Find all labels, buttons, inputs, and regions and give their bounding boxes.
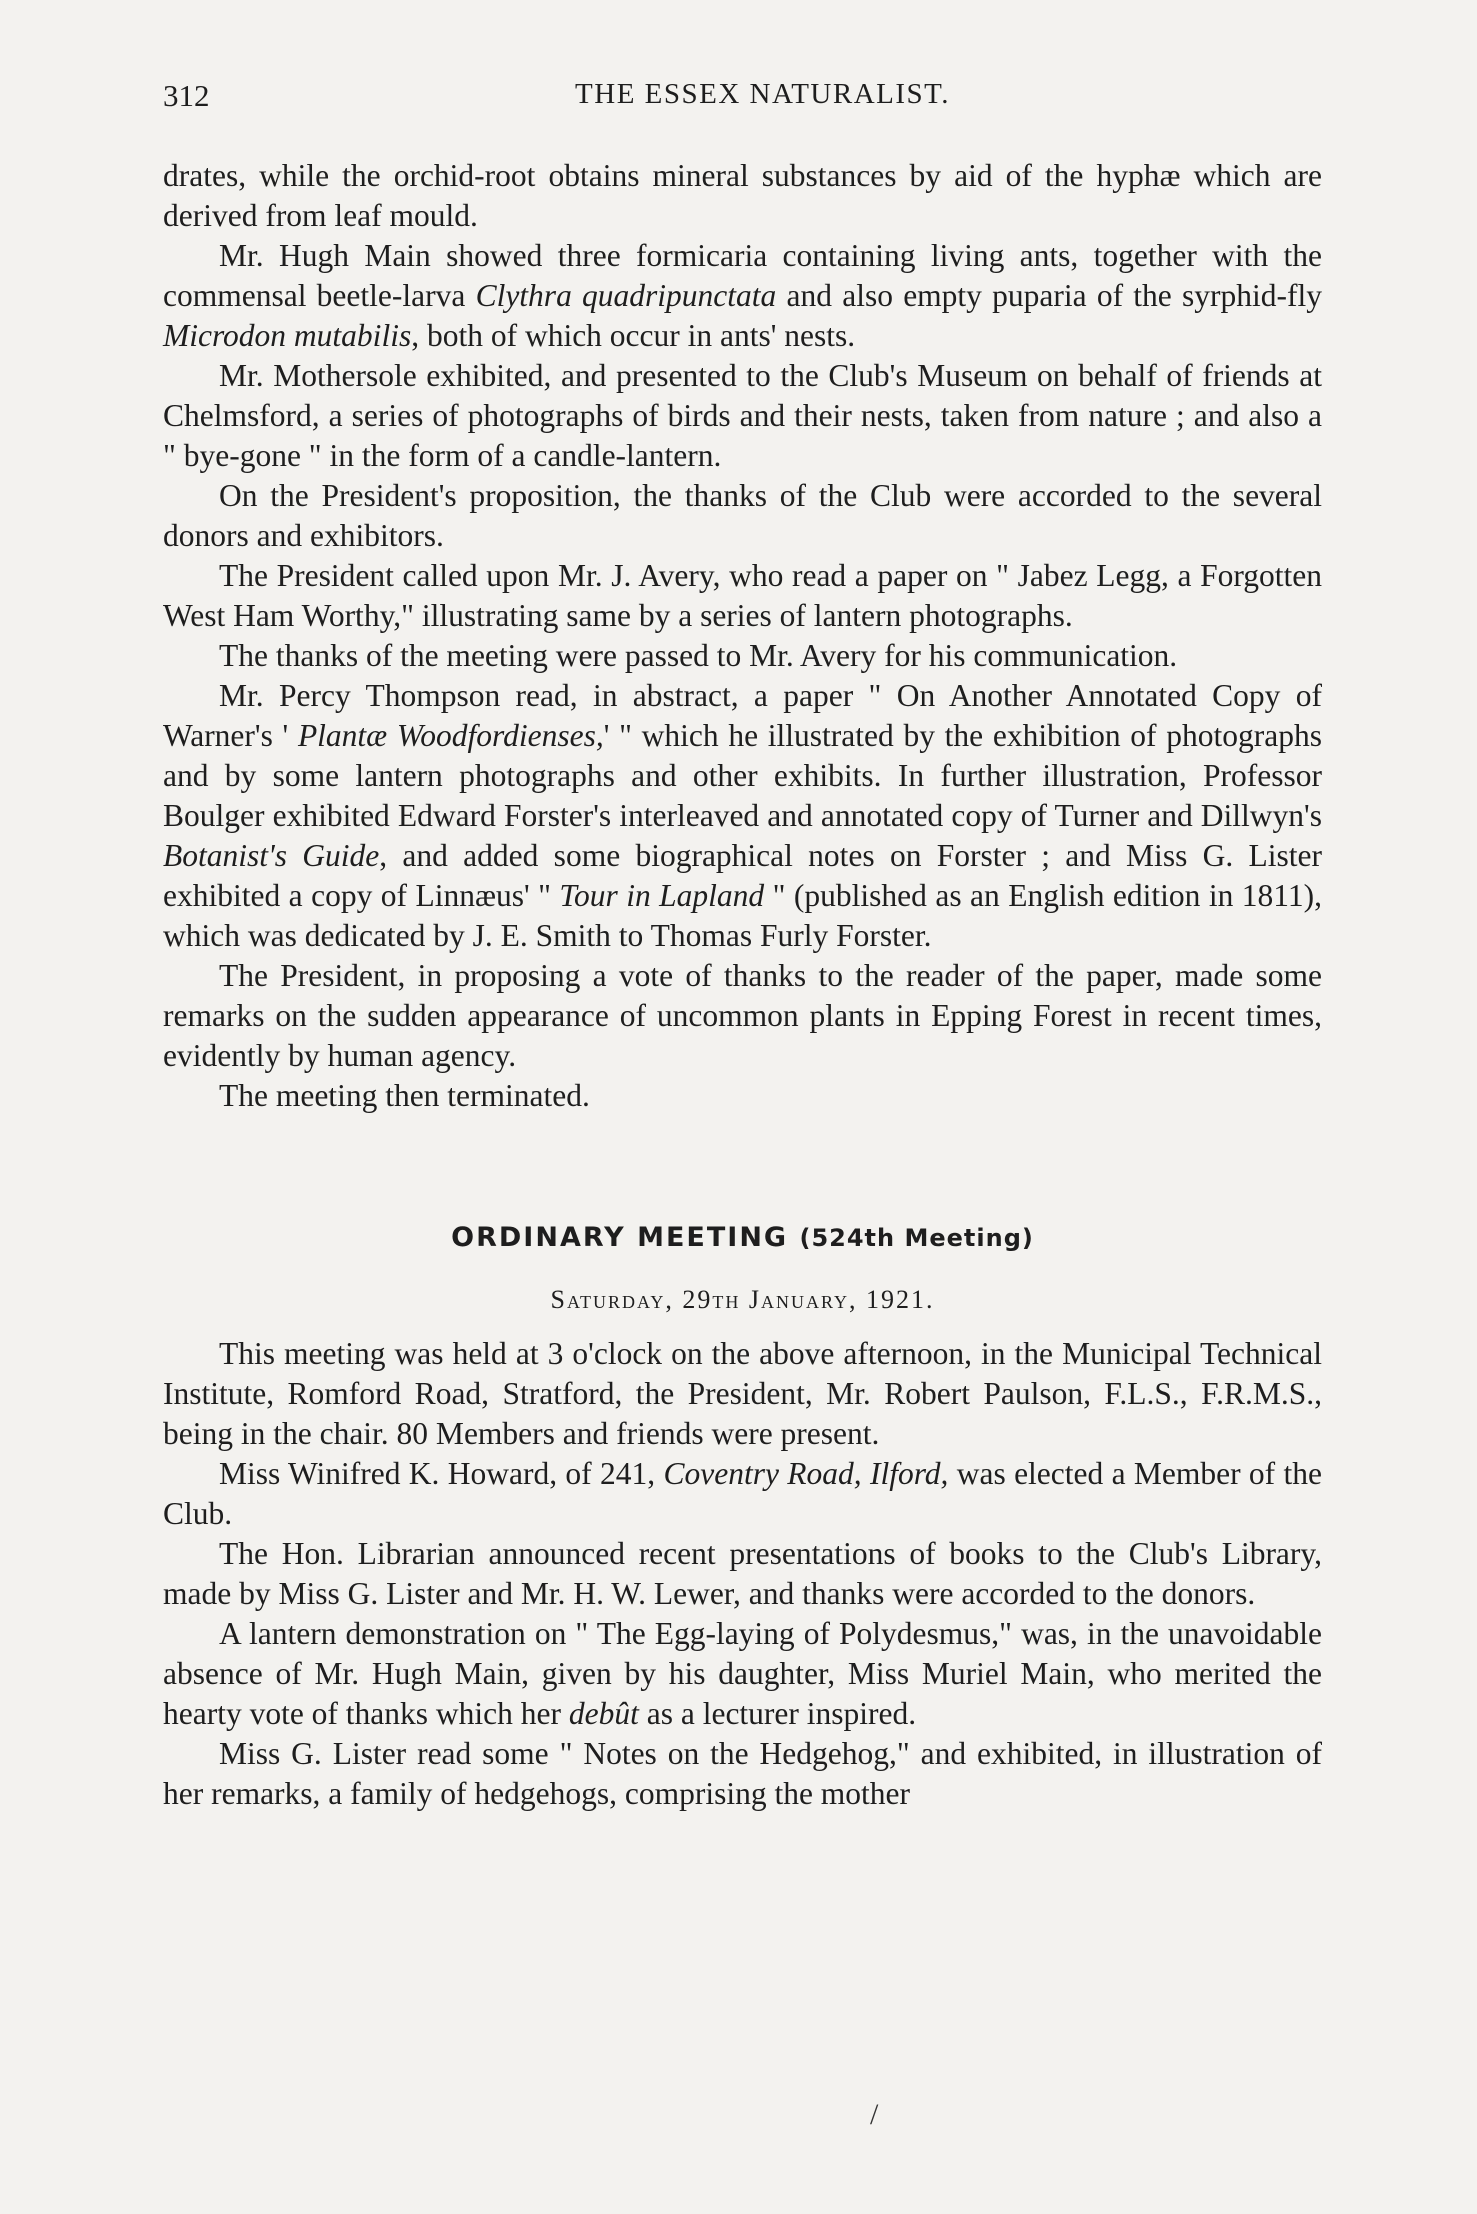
page-header <box>163 78 1322 128</box>
paragraph: On the President's proposition, the thanks of the Club were accorded to the several donors and exhibitors. <box>163 478 1322 553</box>
running-title: THE ESSEX NATURALIST. <box>575 78 950 110</box>
paragraph: The thanks of the meeting were passed to Mr. Avery for his communication. <box>219 638 1178 673</box>
paragraph: Mr. Mothersole exhibited, and presented to the Club's Museum on behalf of friends at Chelmsford, a series of photographs of birds and their nests, taken from nature ; and also a " bye-gone " in the form of a candle-lantern. <box>163 358 1322 473</box>
paragraph: This meeting was held at 3 o'clock on the above afternoon, in the Municipal Technical Institute, Romford Road, Stratford, the President, Mr. Robert Paulson, F.L.S., F.R.M.S., being in the chair. 80 Members and friends were present. <box>163 1336 1322 1451</box>
page-number: 312 <box>163 78 210 113</box>
paragraph: Miss G. Lister read some " Notes on the Hedgehog," and exhibited, in illustration of her remarks, a family of hedgehogs, comprising the mother <box>163 1736 1322 1811</box>
paragraph: The Hon. Librarian announced recent presentations of books to the Club's Library, made by Miss G. Lister and Mr. H. W. Lewer, and thanks were accorded to the donors. <box>163 1536 1322 1611</box>
section-heading <box>163 1218 1322 1258</box>
paragraph: Mr. Percy Thompson read, in abstract, a paper " On Another Annotated Copy of Warner's ' Plantæ Woodfordienses,' " which he illustrated by the exhibition of photographs and by some lantern photographs and other exhibits. In further illustration, Professor Boulger exhibited Edward Forster's interleaved and annotated copy of Turner and Dillwyn's Botanist's Guide, and added some biographical notes on Forster ; and Miss G. Lister exhibited a copy of Linnæus' " Tour in Lapland " (published as an English edition in 1811), which was dedicated by J. E. Smith to Thomas Furly Forster. <box>163 678 1322 953</box>
paragraph: A lantern demonstration on " The Egg-laying of Polydesmus," was, in the unavoidable absence of Mr. Hugh Main, given by his daughter, Miss Muriel Main, who merited the hearty vote of thanks which her debût as a lecturer inspired. <box>163 1616 1322 1731</box>
meeting-date: Saturday, 29th January, 1921. <box>550 1285 935 1314</box>
section-heading-number: (524th Meeting) <box>799 1224 1034 1252</box>
paragraph: Miss Winifred K. Howard, of 241, Coventry Road, Ilford, was elected a Member of the Club. <box>163 1456 1322 1531</box>
paragraph: The President, in proposing a vote of thanks to the reader of the paper, made some remarks on the sudden appearance of uncommon plants in Epping Forest in recent times, evidently by human agency. <box>163 958 1322 1073</box>
paragraph: The meeting then terminated. <box>219 1078 590 1113</box>
section-heading-title: ORDINARY MEETING <box>451 1222 789 1253</box>
paragraph: The President called upon Mr. J. Avery, who read a paper on " Jabez Legg, a Forgotten West Ham Worthy," illustrating same by a series of lantern photographs. <box>163 558 1322 633</box>
paragraph: Mr. Hugh Main showed three formicaria containing living ants, together with the commensal beetle-larva Clythra quadripunctata and also empty puparia of the syrphid-fly Microdon mutabilis, both of which occur in ants' nests. <box>163 238 1322 353</box>
footer-mark: / <box>870 2098 879 2131</box>
body-text <box>163 156 1322 1814</box>
paragraph: drates, while the orchid-root obtains mineral substances by aid of the hyphæ which are derived from leaf mould. <box>163 158 1322 233</box>
